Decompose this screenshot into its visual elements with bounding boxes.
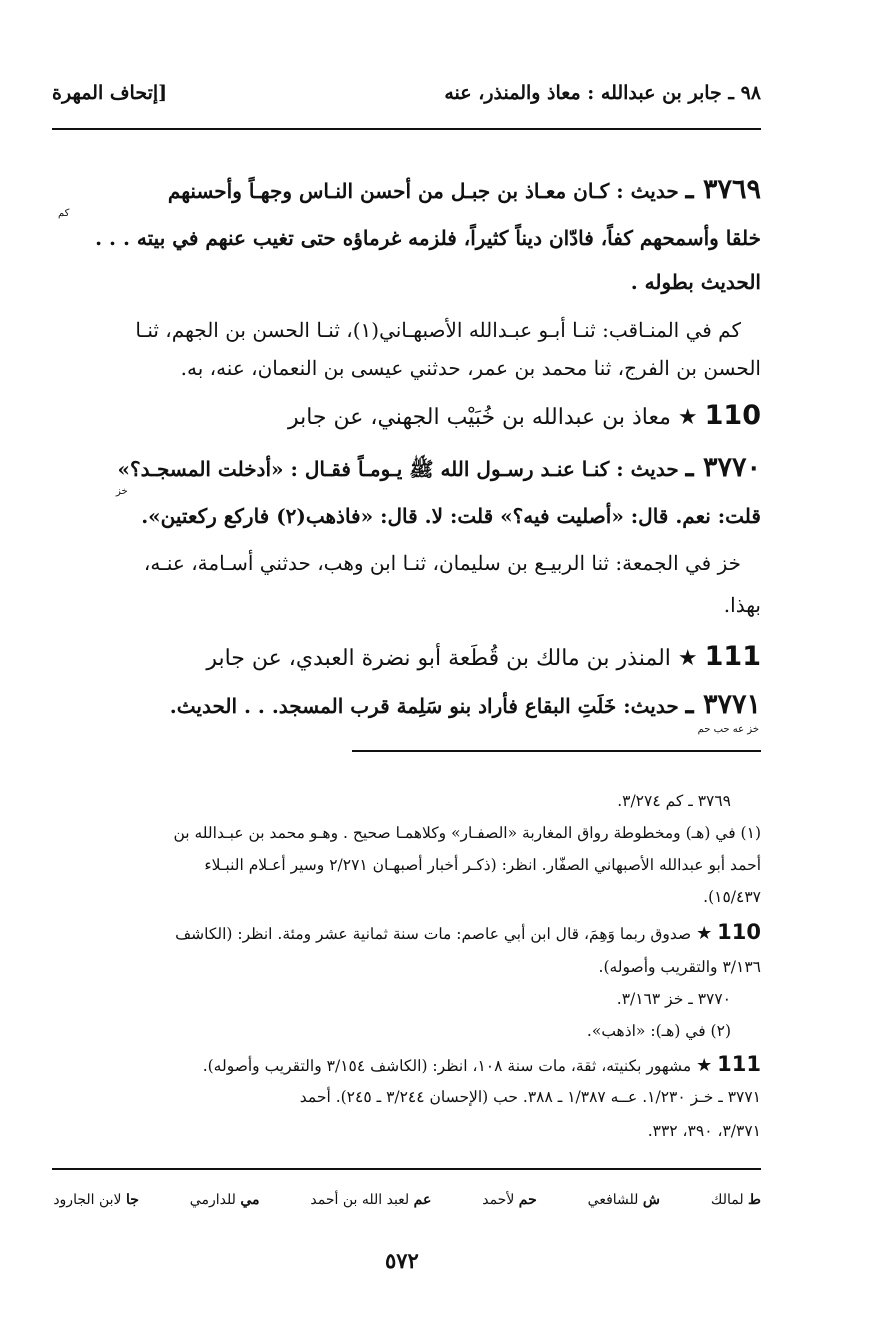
isnad-3769-line2: الحسن بن الفرج، ثنا محمد بن عمر، حدثني عيسى بن النعمان، عنه، به. [180,356,761,380]
hadith-3769-line2: خلقا وأسمحهم كفاً، فادّان ديناً كثيراً، فلزمه غرماؤه حتى تغيب عنهم في بيته . . . [95,226,761,250]
hadith-3770-line2: قلت: نعم. قال: «أصليت فيه؟» قلت: لا. قال: «فاذهب(٢) فاركع ركعتين». [141,504,761,528]
narrator-title-110: 110 ★ معاذ بن عبدالله بن خُبَيْب الجهني، عن جابر [287,400,761,431]
running-header-book: [إتحاف المهرة [52,82,168,104]
legend-item: ش للشافعي [587,1192,660,1208]
abbreviation-legend [53,1192,761,1208]
narrator-title-111: 111 ★ المنذر بن مالك بن قُطَعة أبو نضرة العبدي، عن جابر [206,641,761,672]
legend-item: جا لابن الجارود [53,1192,139,1208]
footnote-narrator-111: 111 ★ مشهور بكنيته، ثقة، مات سنة ١٠٨، انظر: (الكاشف ٣/١٥٤ والتقريب وأصوله). [202,1052,761,1076]
footnote-line: ٣٧٧٠ ـ خز ٣/١٦٣. [616,990,731,1008]
running-header-title: ٩٨ ـ جابر بن عبدالله : معاذ والمنذر، عنه [444,82,761,104]
legend-rule [52,1168,761,1170]
isnad-3769-line1: كم في المنـاقب: ثنـا أبـو عبـدالله الأصبهـاني(١)، ثنـا الحسن بن الجهم، ثنـا [135,318,741,342]
hadith-number: ٣٧٧١ ـ [685,689,761,720]
footnote-line: ٣٧٦٩ ـ كم ٣/٢٧٤. [617,792,731,810]
narrator-number: 111 [717,1052,761,1076]
narrator-number: 110 [704,400,761,431]
star-icon: ★ [696,923,713,944]
isnad-3770-line2: بهذا. [723,593,761,617]
header-rule [52,128,761,130]
footnote-line: ١٥/٤٣٧). [703,888,761,906]
hadith-number: ٣٧٦٩ ـ [685,174,761,205]
footnote-line: أحمد أبو عبدالله الأصبهاني الصفّار. انظر: (ذكـر أخبار أصبهـان ٢/٢٧١ وسير أعـلام النبـلاء [204,856,761,874]
star-icon: ★ [677,646,698,671]
legend-item: حم لأحمد [482,1192,537,1208]
footnote-line: ٣٧٧١ ـ خـز ١/٢٣٠. عــه ١/٣٨٧ ـ ٣٨٨. حب (الإحسان ٣/٢٤٤ ـ ٢٤٥). أحمد [299,1088,761,1106]
hadith-3769-line1: ٣٧٦٩ ـ حديث : كـان معـاذ بن جبـل من أحسن النـاس وجهـاً وأحسنهم [167,174,761,205]
source-annotation: كم [58,208,70,219]
source-annotation: خز عه حب حم [697,724,759,735]
legend-item: ط لمالك [710,1192,761,1208]
star-icon: ★ [696,1055,713,1076]
isnad-3770-line1: خز في الجمعة: ثنا الربيـع بن سليمان، ثنـا ابن وهب، حدثني أسـامة، عنـه، [143,551,741,575]
hadith-number: ٣٧٧٠ ـ [685,452,761,483]
footnote-line: ٣/٣٧١، ٣٩٠، ٣٣٢. [647,1122,761,1140]
legend-item: عم لعبد الله بن أحمد [310,1192,432,1208]
footnote-line: (١) في (هـ) ومخطوطة رواق المغاربة «الصفـار» وكلاهمـا صحيح . وهـو محمد بن عبـدالله بن [173,824,761,842]
star-icon: ★ [677,405,698,430]
footnote-line: (٢) في (هـ): «اذهب». [586,1022,731,1040]
page-number: ٥٧٢ [385,1248,419,1273]
hadith-3770-line1: ٣٧٧٠ ـ حديث : كنـا عنـد رسـول الله ﷺ يـومـاً فقـال : «أدخلت المسجـد؟» [117,452,761,483]
hadith-3771-line1: ٣٧٧١ ـ حديث: خَلَتِ البقاع فأراد بنو سَلِمة قرب المسجد. . . الحديث. [169,689,761,720]
footnote-narrator-110: 110 ★ صدوق ربما وَهِمَ، قال ابن أبي عاصم: مات سنة ثمانية عشر ومئة. انظر: (الكاشف [175,920,761,944]
hadith-3769-line3: الحديث بطوله . [630,270,761,294]
narrator-number: 110 [717,920,761,944]
narrator-number: 111 [704,641,761,672]
footnote-line: ٣/١٣٦ والتقريب وأصوله). [598,958,761,976]
footnote-rule [352,750,761,752]
source-annotation: خز [116,486,128,497]
legend-item: مي للدارمي [189,1192,260,1208]
